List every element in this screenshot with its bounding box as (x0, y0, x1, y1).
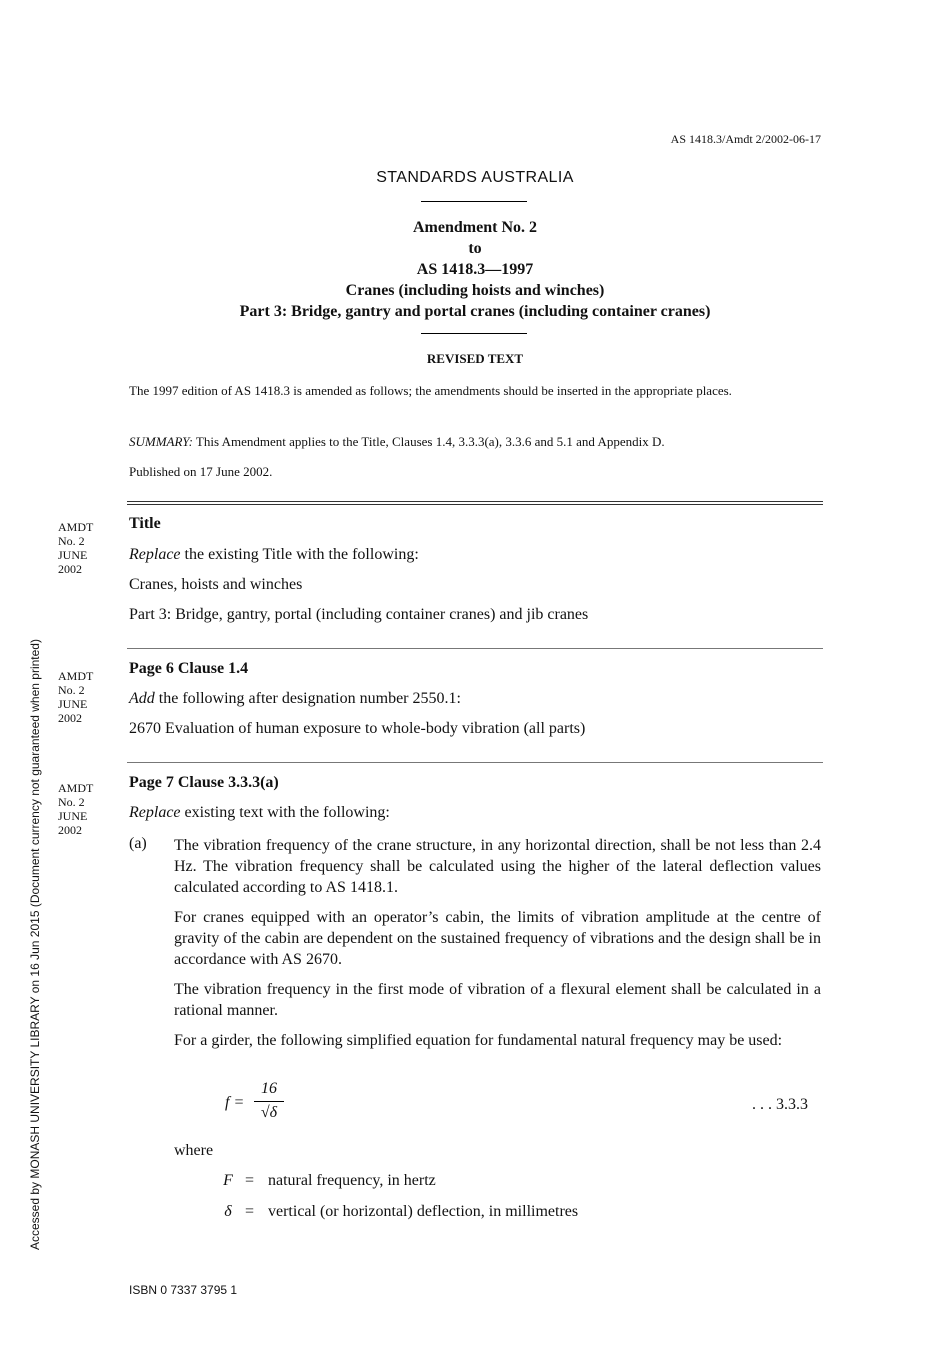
title-divider-bottom (421, 333, 527, 334)
definition-equals: = (245, 1172, 255, 1189)
standard-part-title: Part 3: Bridge, gantry and portal cranes (including container cranes) (239, 303, 711, 320)
section-double-rule (127, 501, 823, 505)
title-instruction: Replace the existing Title with the following: (129, 546, 419, 563)
summary-paragraph (129, 432, 821, 452)
isbn: ISBN 0 7337 3795 1 (129, 1283, 238, 1297)
section-heading-title: Title (129, 515, 161, 532)
amendment-margin-note: AMDT No. 2 JUNE 2002 (58, 781, 94, 837)
designation-2670: 2670 Evaluation of human exposure to whole-body vibration (all parts) (129, 720, 586, 737)
section-heading-clause-1-4: Page 6 Clause 1.4 (129, 660, 249, 677)
clause-1-4-instruction: Add the following after designation number 2550.1: (129, 690, 461, 707)
amendment-margin-note: AMDT No. 2 JUNE 2002 (58, 520, 94, 576)
equation-lhs: f = (225, 1094, 245, 1111)
where-label: where (174, 1142, 214, 1159)
published-date: Published on 17 June 2002. (129, 464, 273, 479)
summary-label: SUMMARY: (129, 434, 193, 449)
clause-paragraph-1: The vibration frequency of the crane structure, in any horizontal direction, shall be not less than 2.4 Hz. The vibration frequency shall be calculated using the higher of the lateral deflection values calculated according to AS 1418.1. (174, 837, 821, 896)
access-watermark: Accessed by MONASH UNIVERSITY LIBRARY on 16 Jun 2015 (Document currency not guaranteed when printed) (28, 639, 42, 1250)
clause-paragraph-4: For a girder, the following simplified equation for fundamental natural frequency may be used: (174, 1032, 783, 1049)
amendment-margin-note: AMDT No. 2 JUNE 2002 (58, 669, 94, 725)
definition-equals: = (245, 1203, 255, 1220)
item-label: (a) (129, 835, 147, 852)
revised-text-label: REVISED TEXT (426, 351, 524, 366)
intro-paragraph: The 1997 edition of AS 1418.3 is amended as follows; the amendments should be inserted in the appropriate places. (129, 383, 732, 398)
title-divider-top (421, 201, 527, 202)
equation-number: . . . 3.3.3 (752, 1096, 808, 1113)
amendment-number: Amendment No. 2 (413, 219, 537, 236)
definition-symbol-delta: δ (224, 1203, 232, 1220)
equation-numerator: 16 (261, 1080, 277, 1097)
definition-symbol-f: F (223, 1172, 233, 1189)
section-rule (127, 762, 823, 763)
new-title-line-1: Cranes, hoists and winches (129, 576, 303, 593)
definition-text-f: natural frequency, in hertz (268, 1172, 436, 1189)
amendment-to: to (468, 240, 482, 257)
document-reference: AS 1418.3/Amdt 2/2002-06-17 (670, 132, 821, 146)
clause-3-3-3-instruction: Replace existing text with the following: (129, 804, 390, 821)
summary-text: This Amendment applies to the Title, Clauses 1.4, 3.3.3(a), 3.3.6 and 5.1 and Appendix D. (192, 434, 665, 449)
organization-name: STANDARDS AUSTRALIA (376, 169, 574, 186)
definition-text-delta: vertical (or horizontal) deflection, in millimetres (268, 1203, 579, 1220)
clause-paragraph-2: For cranes equipped with an operator’s cabin, the limits of vibration amplitude at the centre of gravity of the cabin are dependent on the sustained frequency of vibrations and the design shall be in accordance with AS 2670. (174, 909, 821, 968)
section-rule (127, 648, 823, 649)
section-heading-clause-3-3-3: Page 7 Clause 3.3.3(a) (129, 774, 279, 791)
equation-fraction (254, 1080, 284, 1122)
equation-denominator: √δ (260, 1104, 278, 1121)
new-title-line-2: Part 3: Bridge, gantry, portal (including container cranes) and jib cranes (129, 606, 589, 623)
standard-number: AS 1418.3—1997 (416, 261, 534, 278)
standard-title: Cranes (including hoists and winches) (345, 282, 605, 299)
fraction-bar (254, 1101, 284, 1102)
clause-paragraph-3: The vibration frequency in the first mode of vibration of a flexural element shall be calculated in a rational manner. (174, 981, 821, 1019)
